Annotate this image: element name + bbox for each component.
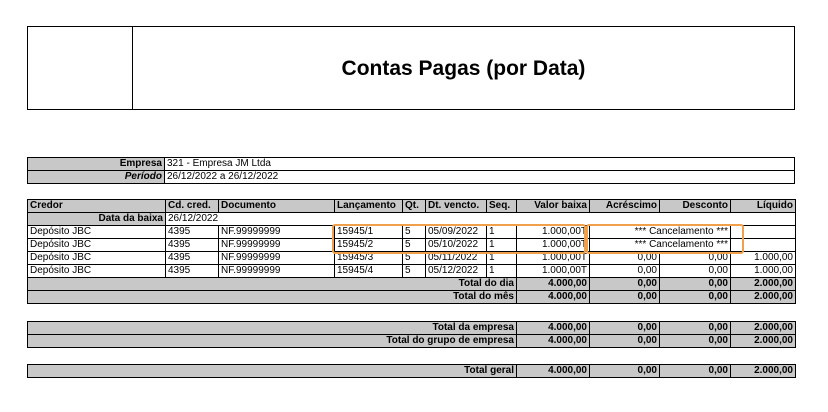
cell-dt-vencto: 05/09/2022 [426, 226, 487, 239]
total-dia-desconto: 0,00 [660, 278, 731, 291]
total-dia-valor: 4.000,00 [517, 278, 590, 291]
cell-lancamento: 15945/4 [335, 265, 403, 278]
total-geral-valor: 4.000,00 [517, 365, 590, 378]
col-dt-vencto: Dt. vencto. [426, 200, 487, 213]
table-row [28, 265, 796, 278]
total-geral-desconto: 0,00 [660, 365, 731, 378]
cell-desconto: 0,00 [660, 252, 731, 265]
total-mes-acrescimo: 0,00 [590, 291, 660, 304]
cell-seq: 1 [487, 252, 517, 265]
empresa-label: Empresa [28, 158, 165, 171]
total-mes-desconto: 0,00 [660, 291, 731, 304]
cell-documento: NF.99999999 [219, 226, 335, 239]
total-dia-label: Total do dia [28, 278, 517, 291]
total-grupo-acrescimo: 0,00 [590, 335, 660, 348]
cell-dt-vencto: 05/12/2022 [426, 265, 487, 278]
col-credor: Credor [28, 200, 166, 213]
cell-qt: 5 [403, 265, 426, 278]
cell-cd-cred: 4395 [166, 226, 219, 239]
cell-liquido: 1.000,00 [731, 265, 796, 278]
total-dia-acrescimo: 0,00 [590, 278, 660, 291]
cell-lancamento: 15945/3 [335, 252, 403, 265]
highlight-cancelamento-box [586, 224, 744, 254]
periodo-label: Período [28, 171, 165, 184]
cell-credor: Depósito JBC [28, 265, 166, 278]
cell-seq: 1 [487, 239, 517, 252]
col-cd-cred: Cd. cred. [166, 200, 219, 213]
cell-cd-cred: 4395 [166, 239, 219, 252]
total-mes-liquido: 2.000,00 [731, 291, 796, 304]
total-empresa-acrescimo: 0,00 [590, 322, 660, 335]
total-grupo-liquido: 2.000,00 [731, 335, 796, 348]
cell-desconto: 0,00 [660, 265, 731, 278]
cell-qt: 5 [403, 252, 426, 265]
cell-credor: Depósito JBC [28, 252, 166, 265]
report-header [27, 26, 795, 110]
date-group-value: 26/12/2022 [166, 213, 796, 226]
highlight-lancamento-box [332, 224, 586, 254]
cell-valor-baixa: 1.000,00T [517, 239, 590, 252]
cell-cancel-note: *** Cancelamento *** [590, 239, 731, 252]
cell-qt: 5 [403, 226, 426, 239]
total-empresa-liquido: 2.000,00 [731, 322, 796, 335]
cell-documento: NF.99999999 [219, 252, 335, 265]
total-empresa-valor: 4.000,00 [517, 322, 590, 335]
total-geral-liquido: 2.000,00 [731, 365, 796, 378]
col-lancamento: Lançamento [335, 200, 403, 213]
total-geral-label: Total geral [28, 365, 517, 378]
col-valor-baixa: Valor baixa [517, 200, 590, 213]
cell-liquido: 1.000,00 [731, 252, 796, 265]
total-grupo-desconto: 0,00 [660, 335, 731, 348]
cell-documento: NF.99999999 [219, 239, 335, 252]
total-geral-row [28, 365, 796, 378]
cell-acrescimo: 0,00 [590, 252, 660, 265]
filters-table [27, 157, 795, 184]
cell-lancamento: 15945/2 [335, 239, 403, 252]
company-totals-table [27, 321, 796, 348]
logo-placeholder [28, 27, 133, 109]
col-liquido: Líquido [731, 200, 796, 213]
cell-valor-baixa: 1.000,00T [517, 252, 590, 265]
total-geral-acrescimo: 0,00 [590, 365, 660, 378]
cell-documento: NF.99999999 [219, 265, 335, 278]
cell-credor: Depósito JBC [28, 226, 166, 239]
cell-acrescimo: 0,00 [590, 265, 660, 278]
col-acrescimo: Acréscimo [590, 200, 660, 213]
col-qt: Qt. [403, 200, 426, 213]
cell-valor-baixa: 1.000,00T [517, 226, 590, 239]
cell-qt: 5 [403, 239, 426, 252]
cell-seq: 1 [487, 265, 517, 278]
total-empresa-label: Total da empresa [28, 322, 517, 335]
cell-seq: 1 [487, 226, 517, 239]
cell-cd-cred: 4395 [166, 252, 219, 265]
report-title: Contas Pagas (por Data) [341, 57, 586, 80]
cell-lancamento: 15945/1 [335, 226, 403, 239]
total-grupo-valor: 4.000,00 [517, 335, 590, 348]
grand-total-table [27, 364, 796, 378]
total-grupo-row [28, 335, 796, 348]
cell-cd-cred: 4395 [166, 265, 219, 278]
cell-credor: Depósito JBC [28, 239, 166, 252]
column-headers [28, 200, 796, 213]
date-group-label: Data da baixa [28, 213, 166, 226]
periodo-value: 26/12/2022 a 26/12/2022 [165, 171, 795, 184]
empresa-value: 321 - Empresa JM Ltda [165, 158, 795, 171]
total-mes-valor: 4.000,00 [517, 291, 590, 304]
col-documento: Documento [219, 200, 335, 213]
total-mes-row [28, 291, 796, 304]
cell-dt-vencto: 05/11/2022 [426, 252, 487, 265]
total-empresa-row [28, 322, 796, 335]
cell-valor-baixa: 1.000,00T [517, 265, 590, 278]
cell-cancel-note: *** Cancelamento *** [590, 226, 731, 239]
col-desconto: Desconto [660, 200, 731, 213]
total-empresa-desconto: 0,00 [660, 322, 731, 335]
total-mes-label: Total do mês [28, 291, 517, 304]
cell-dt-vencto: 05/10/2022 [426, 239, 487, 252]
total-dia-row [28, 278, 796, 291]
col-seq: Seq. [487, 200, 517, 213]
total-grupo-label: Total do grupo de empresa [28, 335, 517, 348]
total-dia-liquido: 2.000,00 [731, 278, 796, 291]
